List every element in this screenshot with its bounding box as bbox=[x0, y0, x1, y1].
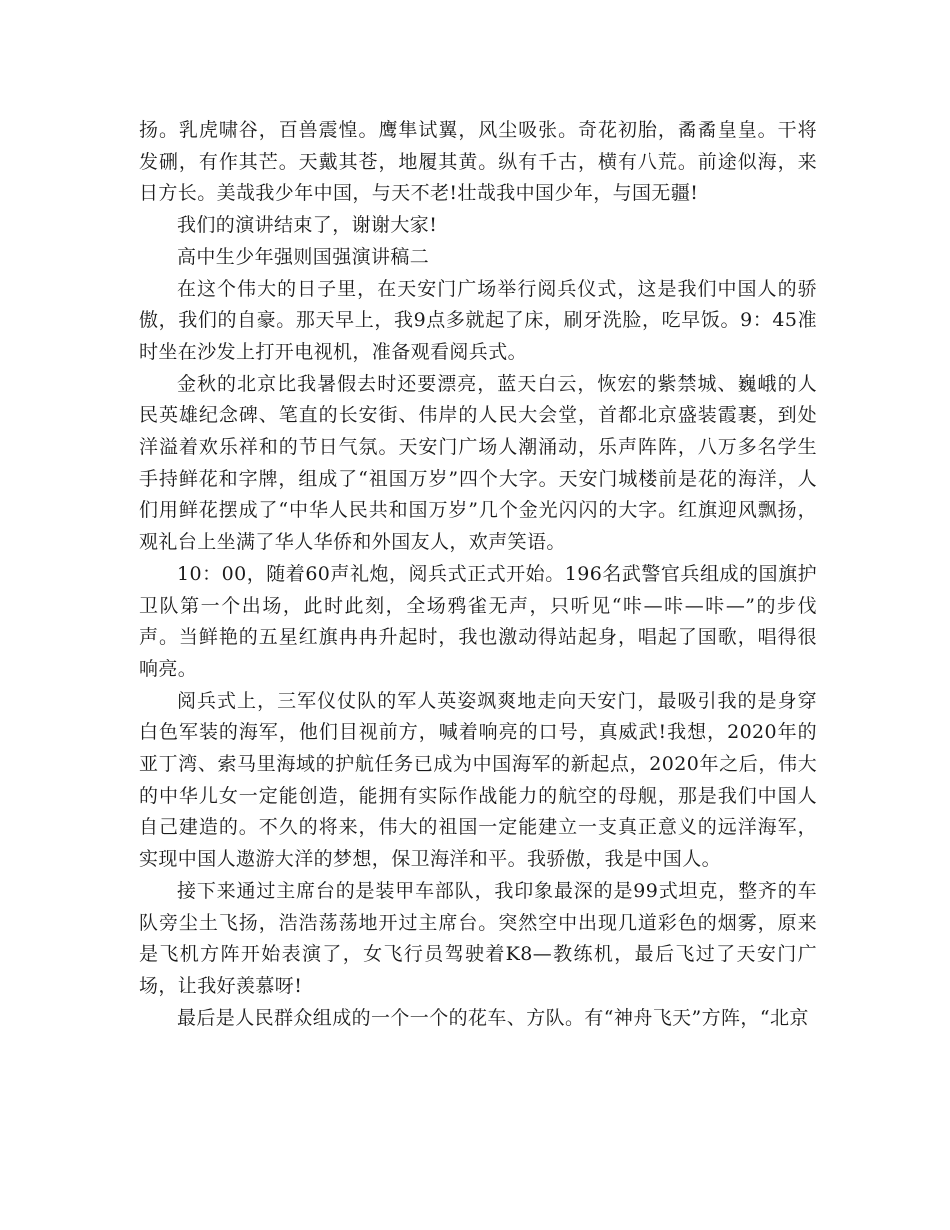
paragraph: 金秋的北京比我暑假去时还要漂亮，蓝天白云，恢宏的紫禁城、巍峨的人民英雄纪念碑、笔直的长安街、伟岸的人民大会堂，首都北京盛装霞裹，到处洋溢着欢乐祥和的节日气氛。天安门广场人潮涌动，乐声阵阵，八万多名学生手持鲜花和字牌，组成了“祖国万岁”四个大字。天安门城楼前是花的海洋，人们用鲜花摆成了“中华人民共和国万岁”几个金光闪闪的大字。红旗迎风飘扬，观礼台上坐满了华人华侨和外国友人，欢声笑语。 bbox=[139, 372, 817, 554]
paragraph-continuation: 扬。乳虎啸谷，百兽震惶。鹰隼试翼，风尘吸张。奇花初胎，矞矞皇皇。干将发硎，有作其芒。天戴其苍，地履其黄。纵有千古，横有八荒。前途似海，来日方长。美哉我少年中国，与天不老!壮哉我中国少年，与国无疆! bbox=[139, 119, 817, 205]
document-body bbox=[139, 115, 817, 1034]
section-title: 高中生少年强则国强演讲稿二 bbox=[177, 245, 430, 268]
paragraph: 阅兵式上，三军仪仗队的军人英姿飒爽地走向天安门，最吸引我的是身穿白色军装的海军，他们目视前方，喊着响亮的口号，真威武!我想，2020年的亚丁湾、索马里海域的护航任务已成为中国海军的新起点，2020年之后，伟大的中华儿女一定能创造，能拥有实际作战能力的航空的母舰，那是我们中国人自己建造的。不久的将来，伟大的祖国一定能建立一支真正意义的远洋海军，实现中国人遨游大洋的梦想，保卫海洋和平。我骄傲，我是中国人。 bbox=[139, 689, 817, 871]
paragraph: 接下来通过主席台的是装甲车部队，我印象最深的是99式坦克，整齐的车队旁尘土飞扬，浩浩荡荡地开过主席台。突然空中出现几道彩色的烟雾，原来是飞机方阵开始表演了，女飞行员驾驶着K8—教练机，最后飞过了天安门广场，让我好羡慕呀! bbox=[139, 879, 817, 997]
paragraph-closing: 我们的演讲结束了，谢谢大家! bbox=[177, 214, 438, 237]
paragraph: 在这个伟大的日子里，在天安门广场举行阅兵仪式，这是我们中国人的骄傲，我们的自豪。那天早上，我9点多就起了床，刷牙洗脸，吃早饭。9：45准时坐在沙发上打开电视机，准备观看阅兵式。 bbox=[139, 277, 817, 363]
paragraph-truncated: 最后是人民群众组成的一个一个的花车、方队。有“神舟飞天”方阵，“北京 bbox=[177, 1006, 809, 1029]
paragraph: 10：00，随着60声礼炮，阅兵式正式开始。196名武警官兵组成的国旗护卫队第一个出场，此时此刻，全场鸦雀无声，只听见“咔—咔—咔—”的步伐声。当鲜艳的五星红旗冉冉升起时，我也激动得站起身，唱起了国歌，唱得很响亮。 bbox=[139, 562, 817, 680]
